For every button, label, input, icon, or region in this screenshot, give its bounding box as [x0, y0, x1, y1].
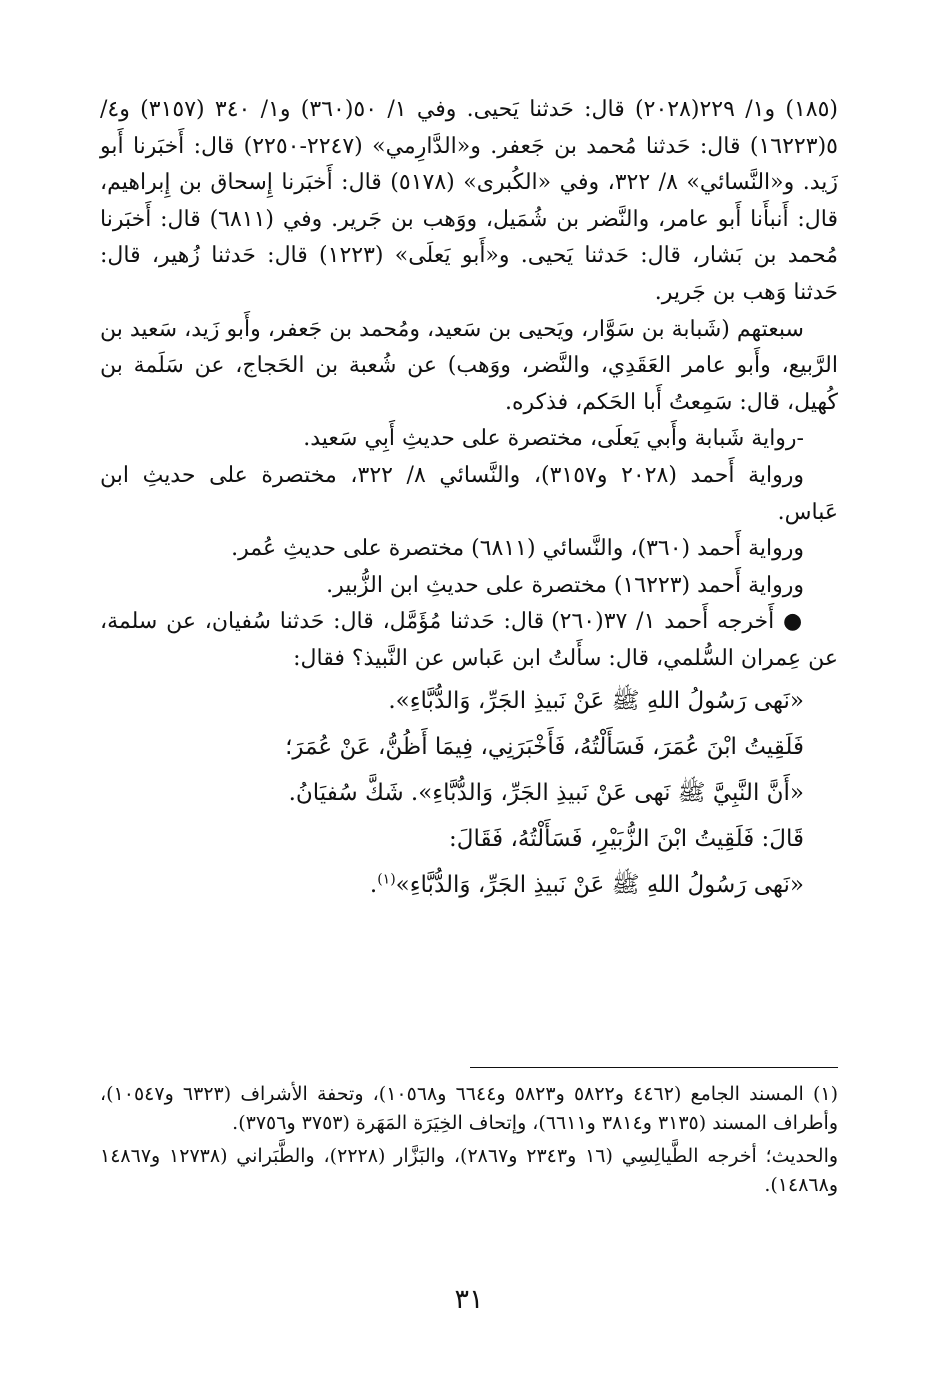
footnote-item: (١) المسند الجامع (٤٤٦٢ و٥٨٢٢ و٥٨٢٣ و٦٦٤٤ و١٠٥٦٨)، وتحفة الأشراف (٦٣٢٣ و١٠٥٤٧)، وأطراف المسند (٣١٣٥ و٣٨١٤ و٦٦١١)، وإتحاف الخِيَرَة المَهَرة (٣٧٥٣ و٣٧٥٦). — [100, 1083, 839, 1134]
footnote-divider — [470, 1067, 838, 1068]
paragraph-narration-note: ورواية أَحمد (٣٦٠)، والنَّسائي (٦٨١١) مختصرة على حديثِ عُمر. — [231, 536, 804, 562]
hadith-line: «نَهى رَسُولُ اللهِ ﷺ عَنْ نَبيذِ الجَرِّ، وَالدُّبَّاءِ». — [388, 687, 804, 714]
paragraph-narration-note: ورواية أَحمد (١٦٢٢٣) مختصرة على حديثِ ابن الزُّبير. — [326, 572, 804, 598]
hadith-line: قَالَ: فَلَقِيتُ ابْنَ الزُّبَيْرِ، فَسَأَلْتُهُ، فَقَالَ: — [449, 825, 804, 852]
footnotes — [100, 1080, 838, 1204]
footnote-item: والحديث؛ أخرجه الطَّيالِسِي (١٦ و٢٣٤٣ و٢٨٦٧)، والبَزَّار (٢٢٢٨)، والطَّبَراني (١٢٧٣٨ و١٤٨٦٧ و١٤٨٦٨). — [100, 1145, 839, 1196]
hadith-line: «أَنَّ النَّبِيَّ ﷺ نَهى عَنْ نَبيذِ الجَرِّ، وَالدُّبَّاءِ». شَكَّ سُفيَانُ. — [288, 779, 804, 806]
hadith-line-text: «نَهى رَسُولُ اللهِ ﷺ عَنْ نَبيذِ الجَرِّ، وَالدُّبَّاءِ» — [395, 871, 804, 898]
hadith-text — [100, 678, 838, 908]
hadith-line-last: «نَهى رَسُولُ اللهِ ﷺ عَنْ نَبيذِ الجَرِّ، وَالدُّبَّاءِ»$^{(١)}$. — [369, 870, 804, 898]
main-text — [100, 92, 838, 908]
page-number: ٣١ — [454, 1284, 484, 1315]
hadith-line: فَلَقِيتُ ابْنَ عُمَرَ، فَسَأَلْتُهُ، فَأَخْبَرَنِي، فِيمَا أَظُنُّ، عَنْ عُمَرَ؛ — [285, 733, 804, 760]
footnote-marker: (١) — [377, 870, 396, 887]
paragraph-narrators: سبعتهم (شَبابة بن سَوَّار، ويَحيى بن سَعيد، ومُحمد بن جَعفر، وأَبو زَيد، سَعيد بن الرَّبيع، وأَبو عامر العَقَدِي، والنَّضر، ووَهب) عن شُعبة بن الحَجاج، عن سَلَمة بن كُهيل، قال: سَمِعتُ أَبا الحَكم، فذكره. — [100, 316, 838, 415]
paragraph-narration-note: ورواية أَحمد (٢٠٢٨ و٣١٥٧)، والنَّسائي ٨/ ٣٢٢، مختصرة على حديثِ ابن عَباس. — [100, 462, 838, 525]
paragraph-narration-note: -رواية شَبابة وأَبي يَعلَى، مختصرة على حديثِ أَبِي سَعيد. — [303, 426, 804, 452]
paragraph-takhrij: ● أَخرجه أَحمد ١/ ٣٧(٢٦٠) قال: حَدثنا مُؤَمَّل، قال: حَدثنا سُفيان، عن سلمة، عن عِمران السُّلمي، قال: سأَلتُ ابن عَباس عن النَّبيذ؟ فقال: — [100, 609, 838, 671]
paragraph-sources: (١٨٥) و١/ ٢٢٩(٢٠٢٨) قال: حَدثنا يَحيى. وفي ١/ ٥٠(٣٦٠) و١/ ٣٤٠ (٣١٥٧) و٤/ ٥(١٦٢٢٣) قال: حَدثنا مُحمد بن جَعفر. و«الدَّارِمي» (٢٢٤٧-٢٢٥٠) قال: أَخبَرنا أَبو زَيد. و«النَّسائي» ٨/ ٣٢٢، وفي «الكُبرى» (٥١٧٨) قال: أَخبَرنا إِسحاق بن إِبراهيم، قال: أَنبأَنا أَبو عامر، والنَّضر بن شُمَيل، ووَهب بن جَرير. وفي (٦٨١١) قال: أَخبَرنا مُحمد بن بَشار، قال: حَدثنا يَحيى. و«أَبو يَعلَى» (١٢٢٣) قال: حَدثنا زُهير، قال: حَدثنا وَهب بن جَرير. — [100, 97, 839, 305]
